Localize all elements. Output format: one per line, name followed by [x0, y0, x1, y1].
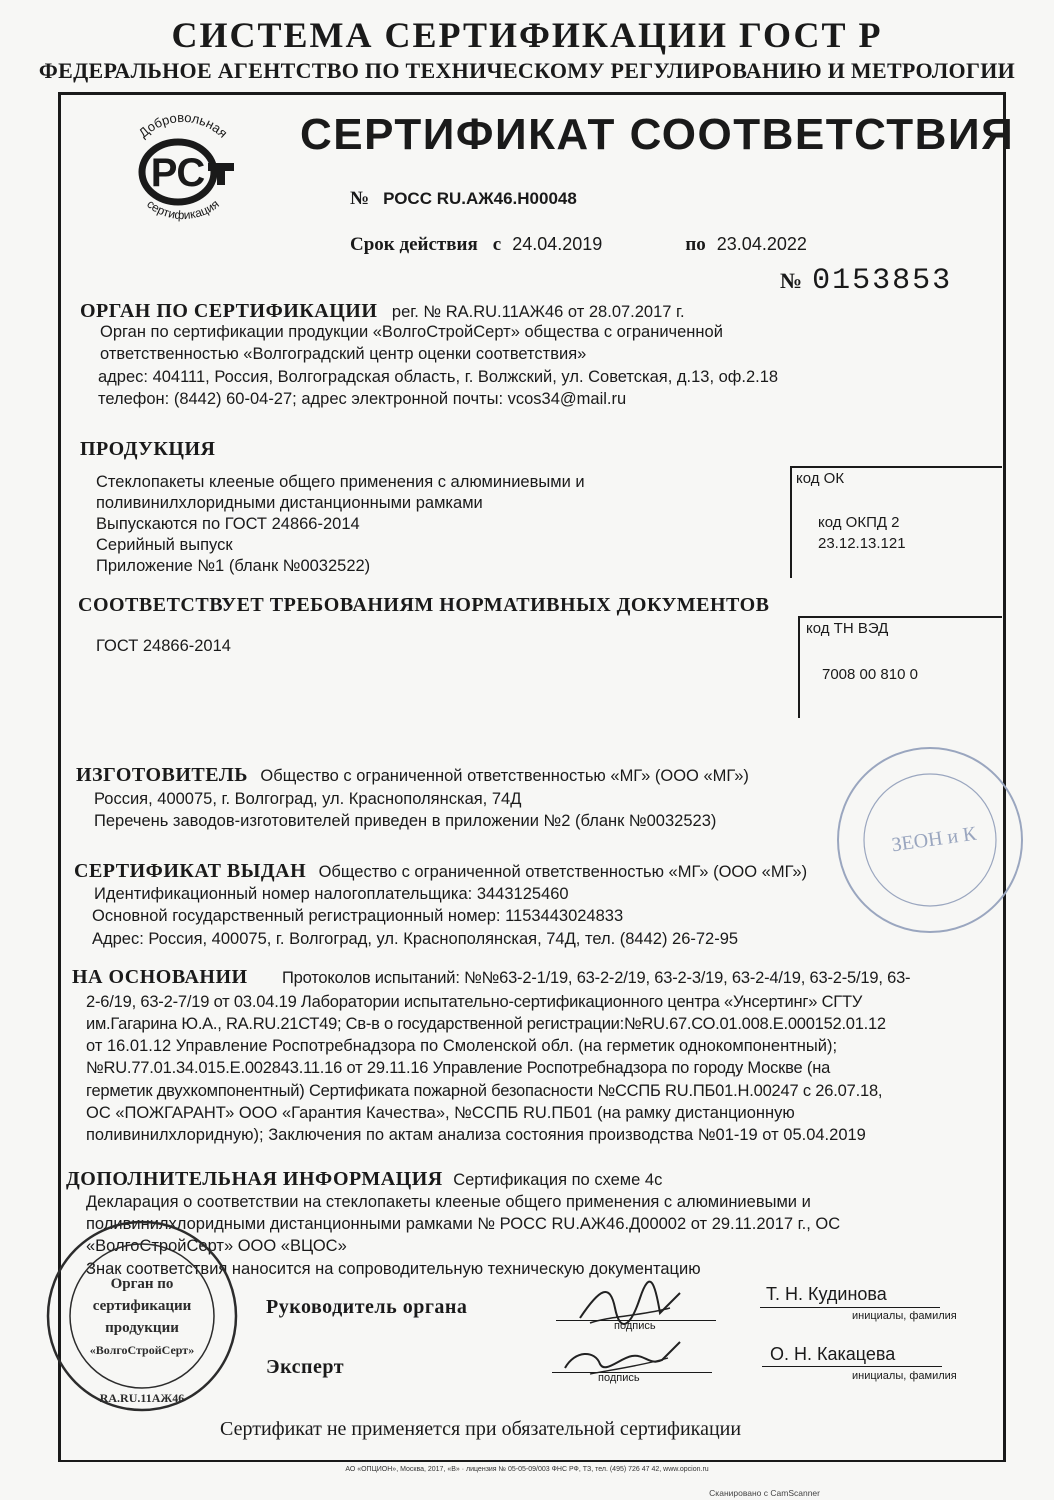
svg-text:Добровольная — [136, 110, 231, 141]
to-label: по — [685, 234, 706, 255]
additional-line-2: поливинилхлоридными дистанционными рамками № РОСС RU.АЖ46.Д00002 от 29.11.2017 г., ОС — [86, 1215, 841, 1233]
basis-line-4: №RU.77.01.34.015.Е.002843.11.16 от 29.11.16 Управление Роспотребнадзора по городу Москве (на — [86, 1059, 831, 1077]
basis-line-5: герметик двухкомпонентный) Сертификата пожарной безопасности №ССПБ RU.ПБ01.Н.00247 с 26.07.18, — [86, 1082, 883, 1100]
basis-line-3: от 16.01.12 Управление Роспотребнадзора по Смоленской обл. (на герметик однокомпонентный); — [86, 1037, 838, 1055]
basis-section — [72, 966, 910, 990]
stamp-line-3: продукции — [105, 1320, 179, 1336]
logo-top-text: Добровольная — [135, 110, 231, 141]
code-ok-label: код ОК — [796, 470, 845, 487]
stamp-reg: RA.RU.11АЖ46 — [99, 1391, 185, 1405]
expert-label: Эксперт — [266, 1356, 345, 1378]
head-label: Руководитель органа — [266, 1296, 468, 1318]
stamp-line-1: Орган по — [110, 1276, 174, 1292]
agency-heading: ФЕДЕРАЛЬНОЕ АГЕНТСТВО ПО ТЕХНИЧЕСКОМУ РЕГУЛИРОВАНИЮ И МЕТРОЛОГИИ — [38, 58, 1016, 83]
faint-stamp-icon — [830, 740, 1030, 940]
number-label: № — [350, 188, 370, 209]
product-line-2: поливинилхлоридными дистанционными рамками — [96, 494, 483, 512]
issued-name: Общество с ограниченной ответственностью «МГ» (ООО «МГ») — [318, 863, 808, 881]
issued-line-2: Основной государственный регистрационный номер: 1153443024833 — [92, 907, 624, 925]
manufacturer-line-2: Перечень заводов-изготовителей приведен в приложении №2 (бланк №0032523) — [94, 812, 717, 830]
system-heading: СИСТЕМА СЕРТИФИКАЦИИ ГОСТ Р — [171, 15, 883, 55]
manufacturer-heading: ИЗГОТОВИТЕЛЬ — [76, 764, 248, 786]
expert-name-caption: инициалы, фамилия — [852, 1370, 957, 1382]
head-sign-caption: подпись — [614, 1320, 656, 1332]
certificate-number — [350, 188, 577, 210]
logo-mark: РС — [150, 151, 206, 195]
validity-label: Срок действия — [350, 234, 478, 255]
code-okpd-value: 23.12.13.121 — [818, 535, 906, 552]
issued-section — [74, 860, 807, 884]
additional-section — [66, 1168, 662, 1192]
organ-section — [80, 300, 685, 324]
expert-sign-caption: подпись — [598, 1372, 640, 1384]
rst-logo-icon — [108, 110, 258, 230]
stamp-line-2: сертификации — [92, 1298, 192, 1314]
organ-line-2: ответственностью «Волгоградский центр оценки соответствия» — [100, 345, 587, 363]
additional-line-4: Знак соответствия наносится на сопроводительную техническую документацию — [86, 1260, 701, 1278]
organ-heading: ОРГАН ПО СЕРТИФИКАЦИИ — [80, 300, 378, 322]
basis-line-1: 2-6/19, 63-2-7/19 от 03.04.19 Лаборатории испытательно-сертификационного центра «Унсертинг» СГТУ — [86, 993, 863, 1011]
head-name-line — [760, 1307, 940, 1308]
head-name-caption: инициалы, фамилия — [852, 1310, 957, 1322]
product-line-3: Выпускаются по ГОСТ 24866-2014 — [96, 515, 360, 533]
tnved-label: код ТН ВЭД — [806, 620, 889, 637]
serial-number — [780, 262, 952, 298]
stamp-line-4: «ВолгоСтройСерт» — [89, 1343, 195, 1357]
organ-line-3: адрес: 404111, Россия, Волгоградская область, г. Волжский, ул. Советская, д.13, оф.2.18 — [98, 368, 779, 386]
issued-heading: СЕРТИФИКАТ ВЫДАН — [74, 860, 307, 882]
manufacturer-name: Общество с ограниченной ответственностью «МГ» (ООО «МГ») — [260, 767, 749, 785]
validity-row — [350, 234, 807, 256]
code-okpd-label: код ОКПД 2 — [818, 514, 900, 531]
number-value: РОСС RU.АЖ46.Н00048 — [383, 189, 577, 208]
additional-line-3: «ВолгоСтройСерт» ООО «ВЦОС» — [86, 1237, 347, 1255]
head-name: Т. Н. Кудинова — [766, 1284, 887, 1304]
manufacturer-section — [76, 764, 749, 788]
expert-name-line — [762, 1366, 942, 1367]
organ-stamp-icon — [44, 1218, 240, 1414]
tnved-value: 7008 00 810 0 — [822, 666, 918, 683]
manufacturer-line-1: Россия, 400075, г. Волгоград, ул. Краснополянская, 74Д — [94, 790, 522, 808]
basis-line-2: им.Гагарина Ю.А., RA.RU.21СТ49; Св-в о государственной регистрации:№RU.67.СО.01.008.Е.000152.01.12 — [86, 1015, 886, 1033]
serial-label: № — [780, 268, 803, 293]
additional-heading: ДОПОЛНИТЕЛЬНАЯ ИНФОРМАЦИЯ — [66, 1168, 443, 1190]
product-line-5: Приложение №1 (бланк №0032522) — [96, 557, 371, 575]
organ-line-4: телефон: (8442) 60-04-27; адрес электронной почты: vcos34@mail.ru — [98, 390, 627, 408]
basis-first: Протоколов испытаний: №№63-2-1/19, 63-2-2/19, 63-2-3/19, 63-2-4/19, 63-2-5/19, 63- — [282, 969, 911, 987]
additional-line-1: Декларация о соответствии на стеклопакеты клееные общего применения с алюминиевыми и — [86, 1193, 811, 1211]
logo-bottom-text: сертификация — [144, 196, 222, 223]
faint-stamp-text: ЗЕОН и К — [890, 822, 978, 857]
product-line-4: Серийный выпуск — [96, 536, 233, 554]
basis-line-6: ОС «ПОЖГАРАНТ» ООО «Гарантия Качества», №ССПБ RU.ПБ01 (на рамку дистанционную — [86, 1104, 795, 1122]
basis-heading: НА ОСНОВАНИИ — [72, 966, 248, 988]
product-heading: ПРОДУКЦИЯ — [80, 438, 216, 460]
organ-line-1: Орган по сертификации продукции «ВолгоСтройСерт» общества с ограниченной — [100, 323, 723, 341]
to-date: 23.04.2022 — [716, 234, 807, 254]
from-label: с — [492, 234, 502, 255]
additional-first: Сертификация по схеме 4с — [453, 1171, 663, 1189]
footer-note: Сертификат не применяется при обязательной сертификации — [220, 1418, 742, 1440]
issued-line-3: Адрес: Россия, 400075, г. Волгоград, ул. Краснополянская, 74Д, тел. (8442) 26-72-95 — [92, 930, 739, 948]
serial-digits: 0153853 — [812, 264, 953, 298]
product-line-1: Стеклопакеты клееные общего применения с алюминиевыми и — [96, 473, 585, 491]
certificate-title: СЕРТИФИКАТ СООТВЕТСТВИЯ — [300, 110, 1015, 159]
conformity-heading: СООТВЕТСТВУЕТ ТРЕБОВАНИЯМ НОРМАТИВНЫХ ДОКУМЕНТОВ — [78, 594, 770, 616]
from-date: 24.04.2019 — [512, 234, 603, 254]
organ-reg: рег. № RA.RU.11АЖ46 от 28.07.2017 г. — [391, 303, 685, 321]
expert-name: О. Н. Какацева — [770, 1344, 896, 1364]
issued-line-1: Идентификационный номер налогоплательщика: 3443125460 — [94, 885, 569, 903]
scanner-note: Сканировано с CamScanner — [709, 1488, 820, 1498]
printer-note: АО «ОПЦИОН», Москва, 2017, «В» · лицензия № 05-05-09/003 ФНС РФ, ТЗ, тел. (495) 726 47 42, www.opcion.ru — [345, 1466, 709, 1473]
conformity-standard: ГОСТ 24866-2014 — [96, 637, 231, 655]
basis-line-7: поливинилхлоридную); Заключения по актам анализа состояния производства №01-19 от 05.04.2019 — [86, 1126, 866, 1144]
